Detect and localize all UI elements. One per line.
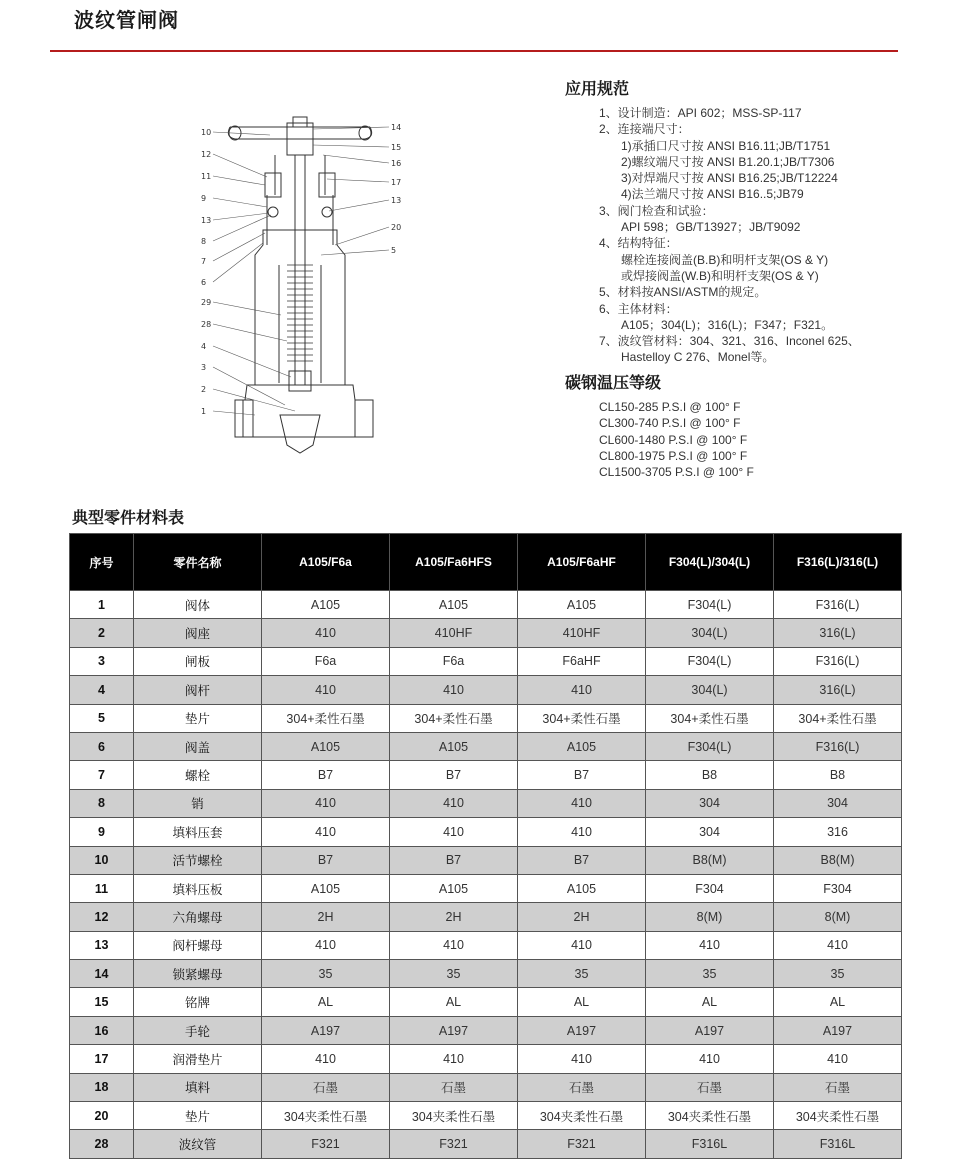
material-cell: 410 xyxy=(262,931,390,959)
svg-text:28: 28 xyxy=(201,320,212,329)
material-cell: 2H xyxy=(390,903,518,931)
table-row xyxy=(70,761,902,789)
material-cell: F316(L) xyxy=(774,591,902,619)
material-cell: 35 xyxy=(390,960,518,988)
svg-text:11: 11 xyxy=(201,172,212,181)
spec-line: 2)螺纹端尺寸按 ANSI B1.20.1;JB/T7306 xyxy=(621,154,835,169)
material-cell: A197 xyxy=(774,1016,902,1044)
part-number-cell: 16 xyxy=(70,1016,134,1044)
table-row xyxy=(70,1045,902,1073)
material-cell: 316(L) xyxy=(774,676,902,704)
column-header: A105/F6a xyxy=(262,534,390,591)
material-cell: 410 xyxy=(518,1045,646,1073)
table-row xyxy=(70,846,902,874)
spec-line: 6、主体材料： xyxy=(599,301,678,316)
material-cell: 石墨 xyxy=(774,1073,902,1101)
spec-list xyxy=(565,105,955,366)
material-cell: B8(M) xyxy=(646,846,774,874)
svg-text:9: 9 xyxy=(201,194,207,203)
part-name-cell: 铭牌 xyxy=(134,988,262,1016)
material-cell: B7 xyxy=(390,761,518,789)
table-row xyxy=(70,960,902,988)
material-cell: 304 xyxy=(646,818,774,846)
rating-title: 碳钢温压等级 xyxy=(565,373,662,392)
spec-line: 或焊接阀盖(W.B)和明杆支架(OS & Y) xyxy=(621,268,819,283)
material-cell: 410 xyxy=(646,931,774,959)
svg-text:2: 2 xyxy=(201,385,207,394)
material-cell: 410 xyxy=(390,818,518,846)
material-cell: B7 xyxy=(262,761,390,789)
part-number-cell: 5 xyxy=(70,704,134,732)
part-name-cell: 阀盖 xyxy=(134,732,262,760)
part-number-cell: 13 xyxy=(70,931,134,959)
table-row xyxy=(70,789,902,817)
material-cell: A197 xyxy=(518,1016,646,1044)
svg-text:7: 7 xyxy=(201,257,207,266)
materials-table-title: 典型零件材料表 xyxy=(72,508,185,527)
material-cell: 410 xyxy=(518,789,646,817)
spec-line: A105；304(L)；316(L)；F347；F321。 xyxy=(621,317,834,332)
application-spec-section xyxy=(565,76,955,366)
material-cell: AL xyxy=(518,988,646,1016)
rating-line: CL1500-3705 P.S.I @ 100° F xyxy=(599,465,754,480)
part-number-cell: 9 xyxy=(70,818,134,846)
rating-line: CL600-1480 P.S.I @ 100° F xyxy=(599,432,748,447)
material-cell: A105 xyxy=(390,591,518,619)
material-cell: 410 xyxy=(518,931,646,959)
part-name-cell: 螺栓 xyxy=(134,761,262,789)
part-name-cell: 闸板 xyxy=(134,647,262,675)
material-cell: 304+柔性石墨 xyxy=(390,704,518,732)
material-cell: 304+柔性石墨 xyxy=(646,704,774,732)
spec-line: 螺栓连接阀盖(B.B)和明杆支架(OS & Y) xyxy=(621,252,829,267)
column-header: F316(L)/316(L) xyxy=(774,534,902,591)
part-number-cell: 4 xyxy=(70,676,134,704)
pressure-rating-section xyxy=(565,370,925,480)
material-cell: F304(L) xyxy=(646,591,774,619)
material-cell: AL xyxy=(774,988,902,1016)
material-cell: A197 xyxy=(262,1016,390,1044)
material-cell: 410 xyxy=(646,1045,774,1073)
rating-line: CL800-1975 P.S.I @ 100° F xyxy=(599,448,748,463)
part-name-cell: 垫片 xyxy=(134,704,262,732)
spec-line: 7、波纹管材料：304、321、316、Inconel 625、 xyxy=(599,334,860,349)
material-cell: 410HF xyxy=(518,619,646,647)
material-cell: A105 xyxy=(518,874,646,902)
material-cell: 304夹柔性石墨 xyxy=(390,1102,518,1130)
material-cell: 石墨 xyxy=(646,1073,774,1101)
part-name-cell: 活节螺栓 xyxy=(134,846,262,874)
material-cell: A105 xyxy=(262,732,390,760)
spec-line: 5、材料按ANSI/ASTM的规定。 xyxy=(599,285,767,300)
part-name-cell: 填料压套 xyxy=(134,818,262,846)
material-cell: 410 xyxy=(262,676,390,704)
material-cell: 8(M) xyxy=(774,903,902,931)
material-cell: 410 xyxy=(774,931,902,959)
column-header: F304(L)/304(L) xyxy=(646,534,774,591)
material-cell: 8(M) xyxy=(646,903,774,931)
part-name-cell: 填料 xyxy=(134,1073,262,1101)
spec-line: 3)对焊端尺寸按 ANSI B16.25;JB/T12224 xyxy=(621,171,838,186)
part-name-cell: 阀体 xyxy=(134,591,262,619)
part-number-cell: 10 xyxy=(70,846,134,874)
svg-text:1: 1 xyxy=(201,407,207,416)
material-cell: B8 xyxy=(774,761,902,789)
part-number-cell: 1 xyxy=(70,591,134,619)
table-header-row xyxy=(70,534,902,591)
part-number-cell: 8 xyxy=(70,789,134,817)
material-cell: AL xyxy=(646,988,774,1016)
spec-line: 4、结构特征： xyxy=(599,236,678,251)
material-cell: 304夹柔性石墨 xyxy=(646,1102,774,1130)
material-cell: 410 xyxy=(390,931,518,959)
part-name-cell: 波纹管 xyxy=(134,1130,262,1158)
material-cell: 304夹柔性石墨 xyxy=(774,1102,902,1130)
material-cell: 410 xyxy=(262,789,390,817)
material-cell: B8 xyxy=(646,761,774,789)
material-cell: F316L xyxy=(646,1130,774,1158)
material-cell: 304+柔性石墨 xyxy=(774,704,902,732)
part-name-cell: 锁紧螺母 xyxy=(134,960,262,988)
material-cell: F304 xyxy=(774,874,902,902)
material-cell: 35 xyxy=(646,960,774,988)
material-cell: 410 xyxy=(390,676,518,704)
material-cell: F6a xyxy=(262,647,390,675)
part-number-cell: 20 xyxy=(70,1102,134,1130)
material-cell: F316(L) xyxy=(774,732,902,760)
part-name-cell: 填料压板 xyxy=(134,874,262,902)
material-cell: 304+柔性石墨 xyxy=(262,704,390,732)
part-number-cell: 12 xyxy=(70,903,134,931)
material-cell: B8(M) xyxy=(774,846,902,874)
table-row xyxy=(70,619,902,647)
material-cell: 304夹柔性石墨 xyxy=(262,1102,390,1130)
svg-text:10: 10 xyxy=(201,128,212,137)
table-row xyxy=(70,591,902,619)
material-cell: B7 xyxy=(262,846,390,874)
column-header: 序号 xyxy=(70,534,134,591)
rating-list xyxy=(565,399,925,480)
material-cell: 304(L) xyxy=(646,619,774,647)
spec-line: 2、连接端尺寸： xyxy=(599,122,690,137)
page-title: 波纹管闸阀 xyxy=(74,8,179,32)
part-name-cell: 六角螺母 xyxy=(134,903,262,931)
material-cell: F321 xyxy=(518,1130,646,1158)
material-cell: F321 xyxy=(262,1130,390,1158)
material-cell: 304 xyxy=(646,789,774,817)
material-cell: A105 xyxy=(262,591,390,619)
spec-title: 应用规范 xyxy=(565,79,630,98)
material-cell: 410HF xyxy=(390,619,518,647)
material-cell: 35 xyxy=(262,960,390,988)
materials-table xyxy=(69,533,902,1159)
table-row xyxy=(70,988,902,1016)
part-name-cell: 垫片 xyxy=(134,1102,262,1130)
part-number-cell: 2 xyxy=(70,619,134,647)
rating-line: CL150-285 P.S.I @ 100° F xyxy=(599,400,741,414)
table-row xyxy=(70,874,902,902)
material-cell: 410 xyxy=(518,676,646,704)
svg-text:8: 8 xyxy=(201,237,207,246)
svg-text:4: 4 xyxy=(201,342,207,351)
part-number-cell: 14 xyxy=(70,960,134,988)
material-cell: AL xyxy=(390,988,518,1016)
svg-text:15: 15 xyxy=(391,143,402,152)
material-cell: 316 xyxy=(774,818,902,846)
spec-line: 4)法兰端尺寸按 ANSI B16..5;JB79 xyxy=(621,187,804,202)
material-cell: B7 xyxy=(390,846,518,874)
material-cell: F304 xyxy=(646,874,774,902)
material-cell: 316(L) xyxy=(774,619,902,647)
part-name-cell: 阀杆螺母 xyxy=(134,931,262,959)
svg-text:16: 16 xyxy=(391,159,402,168)
material-cell: A105 xyxy=(262,874,390,902)
spec-line: 1)承插口尺寸按 ANSI B16.11;JB/T1751 xyxy=(621,138,831,153)
column-header: A105/Fa6HFS xyxy=(390,534,518,591)
svg-text:13: 13 xyxy=(201,216,212,225)
material-cell: 304 xyxy=(774,789,902,817)
material-cell: 410 xyxy=(518,818,646,846)
part-name-cell: 阀座 xyxy=(134,619,262,647)
part-number-cell: 18 xyxy=(70,1073,134,1101)
part-number-cell: 28 xyxy=(70,1130,134,1158)
material-cell: F321 xyxy=(390,1130,518,1158)
title-divider xyxy=(50,50,898,52)
svg-text:14: 14 xyxy=(391,123,402,132)
material-cell: F6a xyxy=(390,647,518,675)
table-row xyxy=(70,931,902,959)
part-number-cell: 6 xyxy=(70,732,134,760)
table-row xyxy=(70,1073,902,1101)
material-cell: AL xyxy=(262,988,390,1016)
gate-valve-drawing xyxy=(195,115,415,460)
material-cell: 石墨 xyxy=(518,1073,646,1101)
material-cell: 410 xyxy=(262,1045,390,1073)
material-cell: 304+柔性石墨 xyxy=(518,704,646,732)
material-cell: 410 xyxy=(390,789,518,817)
material-cell: 35 xyxy=(518,960,646,988)
table-row xyxy=(70,732,902,760)
part-name-cell: 手轮 xyxy=(134,1016,262,1044)
table-row xyxy=(70,1102,902,1130)
material-cell: 石墨 xyxy=(390,1073,518,1101)
material-cell: 石墨 xyxy=(262,1073,390,1101)
material-cell: A197 xyxy=(646,1016,774,1044)
material-cell: B7 xyxy=(518,846,646,874)
material-cell: 304(L) xyxy=(646,676,774,704)
material-cell: A105 xyxy=(518,732,646,760)
part-number-cell: 11 xyxy=(70,874,134,902)
material-cell: 304夹柔性石墨 xyxy=(518,1102,646,1130)
svg-text:17: 17 xyxy=(391,178,402,187)
material-cell: F304(L) xyxy=(646,732,774,760)
part-number-cell: 7 xyxy=(70,761,134,789)
column-header: A105/F6aHF xyxy=(518,534,646,591)
material-cell: A197 xyxy=(390,1016,518,1044)
material-cell: F304(L) xyxy=(646,647,774,675)
part-number-cell: 15 xyxy=(70,988,134,1016)
svg-text:12: 12 xyxy=(201,150,212,159)
table-row xyxy=(70,647,902,675)
spec-line: 3、阀门检查和试验： xyxy=(599,203,714,218)
part-number-cell: 17 xyxy=(70,1045,134,1073)
part-name-cell: 阀杆 xyxy=(134,676,262,704)
material-cell: F316(L) xyxy=(774,647,902,675)
part-number-cell: 3 xyxy=(70,647,134,675)
rating-line: CL300-740 P.S.I @ 100° F xyxy=(599,416,741,431)
material-cell: 2H xyxy=(518,903,646,931)
svg-text:20: 20 xyxy=(391,223,402,232)
material-cell: 410 xyxy=(262,619,390,647)
material-cell: 35 xyxy=(774,960,902,988)
svg-text:5: 5 xyxy=(391,246,397,255)
svg-text:3: 3 xyxy=(201,363,207,372)
material-cell: 410 xyxy=(390,1045,518,1073)
material-cell: 2H xyxy=(262,903,390,931)
spec-line: 1、设计制造：API 602；MSS-SP-117 xyxy=(599,106,802,120)
material-cell: A105 xyxy=(390,732,518,760)
table-row xyxy=(70,676,902,704)
column-header: 零件名称 xyxy=(134,534,262,591)
material-cell: 410 xyxy=(774,1045,902,1073)
material-cell: F6aHF xyxy=(518,647,646,675)
table-row xyxy=(70,1130,902,1158)
table-row xyxy=(70,903,902,931)
svg-text:29: 29 xyxy=(201,298,212,307)
material-cell: A105 xyxy=(518,591,646,619)
material-cell: F316L xyxy=(774,1130,902,1158)
part-name-cell: 销 xyxy=(134,789,262,817)
table-row xyxy=(70,818,902,846)
spec-line: Hastelloy C 276、Monel等。 xyxy=(621,350,775,365)
part-name-cell: 润滑垫片 xyxy=(134,1045,262,1073)
svg-text:13: 13 xyxy=(391,196,402,205)
table-row xyxy=(70,1016,902,1044)
material-cell: A105 xyxy=(390,874,518,902)
table-row xyxy=(70,704,902,732)
material-cell: 410 xyxy=(262,818,390,846)
material-cell: B7 xyxy=(518,761,646,789)
svg-text:6: 6 xyxy=(201,278,207,287)
spec-line: API 598；GB/T13927；JB/T9092 xyxy=(621,220,801,235)
